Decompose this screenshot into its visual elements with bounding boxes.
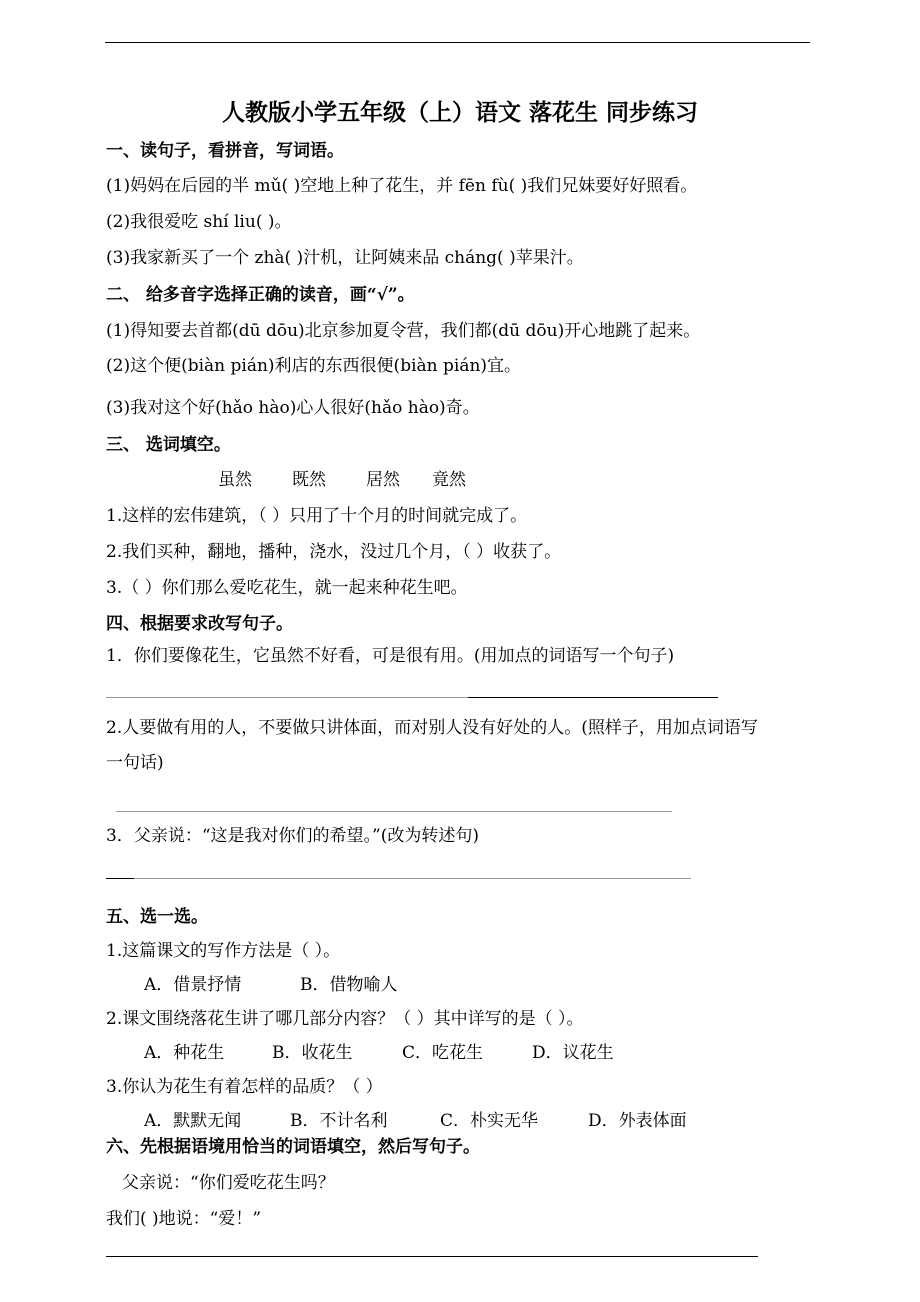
s6-line-1: 父亲说：“你们爱吃花生吗？ — [122, 1173, 335, 1193]
s4-question-3: 3．父亲说：“这是我对你们的希望。”(改为转述句) — [106, 826, 479, 846]
s2-question-1: (1)得知要去首都(dū dōu)北京参加夏令营，我们都(dū dōu)开心地跳了起来。 — [106, 321, 701, 341]
answer-line-2 — [116, 811, 672, 812]
answer-line-1b — [468, 697, 718, 698]
top-rule — [105, 42, 810, 43]
s4-question-1: 1．你们要像花生，它虽然不好看，可是很有用。(用加点的词语写一个句子) — [106, 646, 675, 666]
s5-question-1: 1.这篇课文的写作方法是（ ）。 — [106, 941, 341, 961]
word-choice-1: 虽然 — [218, 470, 252, 490]
s1-question-3: (3)我家新买了一个 zhà( )汁机，让阿姨来品 cháng( )苹果汁。 — [106, 248, 584, 268]
word-choice-4: 竟然 — [432, 470, 466, 490]
s5-q1-option-a: A．借景抒情 — [144, 975, 242, 995]
section-5-heading: 五、选一选。 — [106, 907, 208, 927]
s6-line-2: 我们( )地说：“爱！” — [106, 1209, 262, 1229]
s4-question-2-line-1: 2.人要做有用的人，不要做只讲体面，而对别人没有好处的人。(照样子，用加点词语写 — [106, 718, 758, 738]
page-title: 人教版小学五年级（上）语文 落花生 同步练习 — [221, 99, 698, 126]
s3-question-3: 3.（ ）你们那么爱吃花生，就一起来种花生吧。 — [106, 578, 468, 598]
s2-question-3: (3)我对这个好(hǎo hào)心人很好(hǎo hào)奇。 — [106, 398, 480, 418]
s1-question-1: (1)妈妈在后园的半 mǔ( )空地上种了花生，并 fēn fù( )我们兄妹要好好照看。 — [106, 176, 698, 196]
answer-line-3b — [134, 878, 691, 879]
section-2-heading: 二、 给多音字选择正确的读音，画“√”。 — [106, 285, 415, 305]
answer-line-3a — [106, 878, 134, 879]
s5-q2-option-d: D．议花生 — [532, 1043, 614, 1063]
s5-q2-option-b: B．收花生 — [272, 1043, 353, 1063]
word-choice-3: 居然 — [366, 470, 400, 490]
s3-question-1: 1.这样的宏伟建筑，（ ）只用了十个月的时间就完成了。 — [106, 506, 528, 526]
s5-q3-option-b: B．不计名利 — [290, 1111, 388, 1131]
section-3-heading: 三、 选词填空。 — [106, 435, 231, 455]
section-6-heading: 六、先根据语境用恰当的词语填空，然后写句子。 — [106, 1137, 480, 1157]
answer-line-1a — [106, 697, 468, 698]
s5-q3-option-c: C．朴实无华 — [440, 1111, 539, 1131]
s5-q2-option-c: C．吃花生 — [402, 1043, 484, 1063]
s5-question-2: 2.课文围绕落花生讲了哪几部分内容？（ ）其中详写的是（ ）。 — [106, 1009, 584, 1029]
section-4-heading: 四、根据要求改写句子。 — [106, 614, 293, 634]
s3-question-2: 2.我们买种，翻地，播种，浇水，没过几个月，（ ）收获了。 — [106, 542, 562, 562]
s5-q1-option-b: B．借物喻人 — [300, 975, 398, 995]
section-1-heading: 一、读句子，看拼音，写词语。 — [106, 141, 344, 161]
s2-question-2: (2)这个便(biàn pián)利店的东西很便(biàn pián)宜。 — [106, 356, 522, 376]
bottom-rule — [106, 1256, 758, 1257]
s5-q3-option-d: D．外表体面 — [588, 1111, 687, 1131]
s1-question-2: (2)我很爱吃 shí liu( )。 — [106, 212, 292, 232]
s5-q2-option-a: A．种花生 — [144, 1043, 225, 1063]
s5-question-3: 3.你认为花生有着怎样的品质？（ ） — [106, 1077, 383, 1097]
s4-question-2-line-2: 一句话) — [106, 753, 164, 773]
word-choice-2: 既然 — [292, 470, 326, 490]
s5-q3-option-a: A．默默无闻 — [144, 1111, 242, 1131]
